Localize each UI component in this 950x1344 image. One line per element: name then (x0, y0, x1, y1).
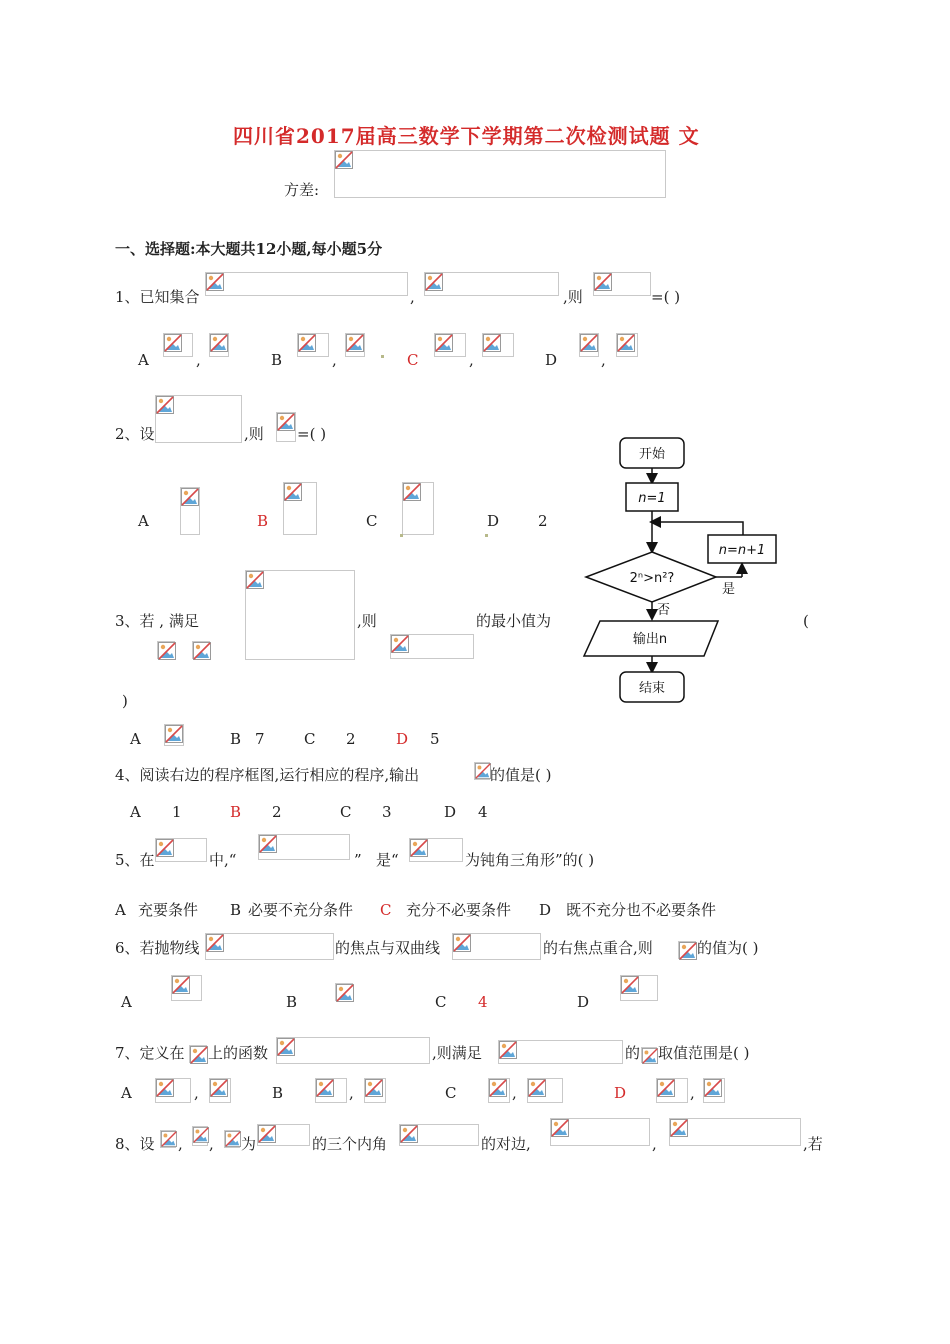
broken-image-icon (453, 934, 471, 952)
broken-image-icon (679, 942, 697, 960)
flowchart-yes-label: 是 (722, 582, 736, 597)
q2-stem: 2、设 (115, 425, 155, 443)
broken-image-icon (391, 635, 409, 653)
q1-option-b: B (271, 351, 283, 369)
broken-image-icon (246, 571, 264, 589)
variance-label: 方差: (284, 181, 320, 199)
q6-option-c: C (435, 993, 447, 1011)
q2-option-b: B (257, 512, 269, 530)
broken-image-icon (156, 1079, 174, 1097)
broken-image-icon (316, 1079, 334, 1097)
broken-image-icon (475, 763, 491, 779)
formula-image (669, 1118, 801, 1146)
q3-paren-open: ( (803, 612, 809, 630)
formula-image (164, 724, 184, 746)
q5-stem: 5、在 (115, 851, 155, 869)
formula-image (498, 1040, 623, 1064)
formula-image (620, 975, 658, 1001)
broken-image-icon (158, 642, 176, 660)
program-flowchart (580, 430, 810, 720)
q8-tail: ,若 (803, 1135, 823, 1153)
q5-option-c-text: 充分不必要条件 (406, 901, 512, 919)
formula-image (315, 1078, 347, 1103)
q4-option-c-value: 3 (382, 803, 392, 821)
q2-option-d-value: 2 (538, 512, 548, 530)
formula-image (452, 933, 541, 960)
formula-image (245, 570, 355, 660)
broken-image-icon (336, 984, 354, 1002)
broken-image-icon (642, 1048, 658, 1064)
flowchart-output-label: 输出n (632, 632, 668, 647)
q7-option-c: C (445, 1084, 457, 1102)
formula-image (345, 333, 365, 357)
broken-image-icon (206, 273, 224, 291)
broken-image-icon (410, 839, 428, 857)
formula-image (171, 975, 202, 1001)
formula-image (703, 1078, 725, 1103)
flowchart-start-label: 开始 (638, 447, 666, 462)
q1-comma: , (410, 288, 415, 306)
formula-image (402, 482, 434, 535)
broken-image-icon (284, 483, 302, 501)
broken-image-icon (580, 334, 598, 352)
q5-option-a: A (115, 901, 126, 919)
page-title: 四川省2017届高三数学下学期第二次检测试题 文 (233, 124, 700, 148)
q2-option-a: A (138, 512, 149, 530)
broken-image-icon (551, 1119, 569, 1137)
formula-image (163, 333, 193, 357)
q5-quote-end: ” (354, 851, 362, 869)
broken-image-icon (528, 1079, 546, 1097)
q7-mid2: ,则满足 (432, 1044, 482, 1062)
q4-option-d-value: 4 (478, 803, 488, 821)
broken-image-icon (594, 273, 612, 291)
broken-image-icon (165, 725, 183, 743)
q5-option-d: D (539, 901, 552, 919)
broken-image-icon (621, 976, 639, 994)
q6-option-a: A (121, 993, 132, 1011)
formula-image (434, 333, 466, 357)
broken-image-icon (225, 1131, 241, 1147)
q4-stem: 4、阅读右边的程序框图,运行相应的程序,输出 (115, 766, 420, 784)
formula-image (189, 1045, 207, 1063)
q7-option-a: A (121, 1084, 132, 1102)
q8-mid2: 的对边, (481, 1135, 531, 1153)
formula-image (482, 333, 514, 357)
formula-image (205, 933, 334, 960)
q4-option-b-value: 2 (272, 803, 282, 821)
q8-comma-2: , (209, 1135, 214, 1153)
flowchart-end-label: 结束 (638, 681, 666, 696)
formula-image (678, 941, 696, 959)
formula-image (424, 272, 559, 296)
formula-image (390, 634, 474, 659)
broken-image-icon (277, 413, 295, 431)
q2-option-c: C (366, 512, 378, 530)
q1-stem: 1、已知集合 (115, 288, 200, 306)
q8-mid: 的三个内角 (312, 1135, 388, 1153)
q3-tail: 的最小值为 (476, 612, 552, 630)
broken-image-icon (259, 835, 277, 853)
broken-image-icon (657, 1079, 675, 1097)
q3-option-a: A (130, 730, 141, 748)
formula-image (257, 1124, 310, 1146)
q8-comma-1: , (178, 1135, 183, 1153)
q1-ze: ,则 (563, 288, 583, 306)
q7-tail: 取值范围是( ) (658, 1044, 750, 1062)
formula-image (399, 1124, 479, 1146)
q7-mid: 上的函数 (208, 1044, 269, 1062)
flowchart-update-label: n=n+1 (718, 543, 766, 558)
broken-image-icon (346, 334, 364, 352)
formula-image (409, 838, 463, 862)
q3-ze: ,则 (357, 612, 377, 630)
broken-image-icon (499, 1041, 517, 1059)
q6-option-d: D (577, 993, 590, 1011)
formula-image (192, 1126, 208, 1146)
broken-image-icon (425, 273, 443, 291)
formula-image (180, 487, 200, 535)
q4-option-b: B (230, 803, 242, 821)
broken-image-icon (489, 1079, 507, 1097)
flowchart-condition-label: 2ⁿ>n²? (629, 571, 675, 586)
q5-option-d-text: 既不充分也不必要条件 (566, 901, 717, 919)
q4-option-a-value: 1 (172, 803, 182, 821)
q2-option-d: D (487, 512, 500, 530)
q4-option-d: D (444, 803, 457, 821)
formula-image (283, 482, 317, 535)
formula-image (276, 1037, 430, 1064)
q4-option-c: C (340, 803, 352, 821)
broken-image-icon (435, 334, 453, 352)
broken-image-icon (156, 396, 174, 414)
formula-image (641, 1047, 657, 1063)
q6-mid2: 的右焦点重合,则 (543, 939, 653, 957)
formula-image (474, 762, 490, 780)
formula-image (224, 1130, 240, 1148)
broken-image-icon (193, 642, 211, 660)
q5-mid: 中,“ (209, 851, 237, 869)
q2-eq: =( ) (297, 425, 327, 443)
formula-image (335, 983, 353, 1001)
q3-option-c-value: 2 (346, 730, 356, 748)
q8-stem: 8、设 (115, 1135, 155, 1153)
formula-image (157, 641, 175, 659)
formula-image (364, 1078, 386, 1103)
formula-image (209, 333, 229, 357)
formula-image (160, 1130, 176, 1148)
broken-image-icon (206, 934, 224, 952)
formula-image (192, 641, 210, 659)
broken-image-icon (156, 839, 174, 857)
q7-stem: 7、定义在 (115, 1044, 185, 1062)
formula-image (205, 272, 408, 296)
broken-image-icon (190, 1046, 208, 1064)
q1-option-d: D (545, 351, 558, 369)
section-heading: 一、选择题:本大题共12小题,每小题5分 (115, 240, 383, 258)
formula-image (155, 838, 207, 862)
formula-image (656, 1078, 688, 1103)
q5-option-a-text: 充要条件 (138, 901, 199, 919)
q3-paren-close: ) (122, 692, 128, 710)
q7-mid3: 的 (625, 1044, 641, 1062)
broken-image-icon (704, 1079, 722, 1097)
q3-option-c: C (304, 730, 316, 748)
formula-image (488, 1078, 510, 1103)
q2-ze: ,则 (244, 425, 264, 443)
formula-image (258, 834, 350, 860)
q4-option-a: A (130, 803, 141, 821)
q6-option-b: B (286, 993, 298, 1011)
q7-option-d: D (614, 1084, 627, 1102)
broken-image-icon (181, 488, 199, 506)
broken-image-icon (403, 483, 421, 501)
q5-shi: 是“ (376, 851, 399, 869)
formula-image (550, 1118, 650, 1146)
q3-stem: 3、若 , 满足 (115, 612, 199, 630)
q7-option-b: B (272, 1084, 284, 1102)
q3-option-d: D (396, 730, 409, 748)
q6-tail: 的值为( ) (697, 939, 759, 957)
formula-image (297, 333, 329, 357)
broken-image-icon (335, 151, 353, 169)
formula-image (276, 412, 296, 442)
q6-stem: 6、若抛物线 (115, 939, 200, 957)
q1-option-a: A (138, 351, 149, 369)
q5-option-b-text: 必要不充分条件 (248, 901, 354, 919)
q8-wei: 为 (241, 1135, 257, 1153)
q8-comma-3: , (652, 1135, 657, 1153)
q4-tail: 的值是( ) (490, 766, 552, 784)
formula-image (334, 150, 666, 198)
q1-eq: =( ) (651, 288, 681, 306)
q3-option-b: B (230, 730, 242, 748)
broken-image-icon (365, 1079, 383, 1097)
broken-image-icon (210, 334, 228, 352)
formula-image (209, 1078, 231, 1103)
broken-image-icon (210, 1079, 228, 1097)
broken-image-icon (298, 334, 316, 352)
formula-image (155, 395, 242, 443)
flowchart-no-label: 否 (657, 603, 671, 618)
broken-image-icon (483, 334, 501, 352)
broken-image-icon (193, 1127, 209, 1143)
q1-option-c: C (407, 351, 419, 369)
formula-image (593, 272, 651, 296)
q5-option-c: C (380, 901, 392, 919)
broken-image-icon (400, 1125, 418, 1143)
q6-mid: 的焦点与双曲线 (335, 939, 441, 957)
q5-tail: 为钝角三角形”的( ) (465, 851, 595, 869)
q3-option-b-value: 7 (255, 730, 265, 748)
flowchart-init-label: n=1 (638, 491, 666, 506)
formula-image (527, 1078, 563, 1103)
formula-image (155, 1078, 191, 1103)
broken-image-icon (277, 1038, 295, 1056)
broken-image-icon (161, 1131, 177, 1147)
q3-option-d-value: 5 (430, 730, 440, 748)
formula-image (616, 333, 638, 357)
broken-image-icon (258, 1125, 276, 1143)
broken-image-icon (617, 334, 635, 352)
q5-option-b: B (230, 901, 242, 919)
broken-image-icon (172, 976, 190, 994)
broken-image-icon (164, 334, 182, 352)
broken-image-icon (670, 1119, 688, 1137)
formula-image (579, 333, 599, 357)
q6-option-c-value: 4 (478, 993, 488, 1011)
